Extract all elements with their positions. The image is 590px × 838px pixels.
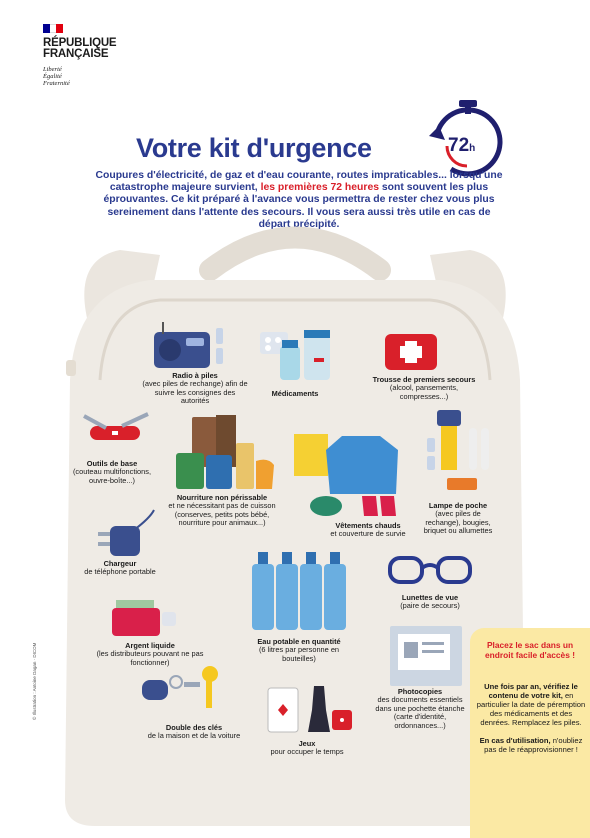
vetements-desc: et couverture de survie xyxy=(330,529,406,539)
keys-icon xyxy=(136,664,226,712)
chargeur-title: Chargeur xyxy=(103,559,137,568)
argent-label xyxy=(96,642,204,667)
trousse-title: Trousse de premiers secours xyxy=(372,375,476,384)
motto-liberte: Liberté xyxy=(43,66,62,73)
radio-label xyxy=(140,372,250,406)
documents-icon xyxy=(388,624,464,688)
flashlight-icon xyxy=(425,408,495,498)
radio-title: Radio à piles xyxy=(172,371,218,380)
republic-line2: FRANÇAISE xyxy=(43,48,109,60)
cles-title: Double des clés xyxy=(165,723,223,732)
photocopies-label xyxy=(370,688,470,730)
info-body xyxy=(476,682,586,754)
illustration-credit: © Illustration : Antoine Dagan · DICOM xyxy=(32,642,37,720)
republic-line1: RÉPUBLIQUE xyxy=(43,37,117,49)
eau-label xyxy=(244,638,354,663)
argent-desc: (les distributeurs pouvant ne pas fonctionner) xyxy=(96,649,204,667)
lunettes-title: Lunettes de vue xyxy=(401,593,459,602)
intro-part2: sont souvent les plus éprouvantes. Ce kit préparé à l'avance vous permettra de rester chez vous plus sereinement dans l'attente des secours. Il vous sera aussi très utile en cas de départ précipité. xyxy=(103,182,495,230)
eau-desc: (6 litres par personne en bouteilles) xyxy=(258,645,340,663)
jeux-desc: pour occuper le temps xyxy=(270,747,344,757)
trousse-desc: (alcool, pansements, compresses...) xyxy=(389,383,459,401)
outils-desc: (couteau multifonctions, ouvre-boîte...) xyxy=(72,467,152,485)
jeux-label xyxy=(252,740,362,757)
cles-label xyxy=(144,724,244,741)
lampe-title: Lampe de poche xyxy=(428,501,488,510)
outils-title: Outils de base xyxy=(86,459,138,468)
intro-part1: Coupures d'électricité, de gaz et d'eau courante, routes impraticables... lorsqu'une catastrophe majeure survient, xyxy=(95,170,503,194)
argent-title: Argent liquide xyxy=(125,641,175,650)
games-icon xyxy=(264,680,358,736)
multitool-icon xyxy=(82,412,154,452)
page-title: Votre kit d'urgence xyxy=(136,133,372,163)
nourriture-desc: et ne nécessitant pas de cuisson (conserves, petits pots bébé, nourriture pour animaux...) xyxy=(168,501,276,528)
jeux-title: Jeux xyxy=(298,739,316,748)
eau-title: Eau potable en quantité xyxy=(257,637,341,646)
vetements-title: Vêtements chauds xyxy=(335,521,401,530)
motto-fraternite: Fraternité xyxy=(43,80,70,87)
charger-icon xyxy=(94,508,158,560)
nourriture-title: Nourriture non périssable xyxy=(176,493,268,502)
photocopies-desc: des documents essentiels dans une pochette étanche (carte d'identité, ordonnances...) xyxy=(375,695,465,730)
glasses-icon xyxy=(386,552,476,588)
lunettes-desc: (paire de secours) xyxy=(400,601,460,611)
info-usage-rest: n'oubliez pas de le réapprovisionner ! xyxy=(484,736,583,754)
clock-unit: h xyxy=(469,143,476,154)
radio-icon xyxy=(152,320,232,372)
medicaments-label xyxy=(250,390,340,398)
medicaments-title: Médicaments xyxy=(271,389,319,398)
cash-icon xyxy=(110,598,180,638)
chargeur-desc: de téléphone portable xyxy=(84,567,156,577)
lunettes-label xyxy=(380,594,480,611)
lampe-label xyxy=(418,502,498,536)
info-check-bold: Une fois par an, vérifiez le contenu de votre kit, xyxy=(484,682,578,700)
chargeur-label xyxy=(70,560,170,577)
medicaments-icon xyxy=(258,328,338,383)
radio-desc: (avec piles de rechange) afin de suivre les consignes des autorités xyxy=(142,379,248,406)
photocopies-title: Photocopies xyxy=(397,687,443,696)
info-usage-bold: En cas d'utilisation, xyxy=(479,736,551,745)
clock-value: 72 xyxy=(448,135,470,156)
info-headline: Placez le sac dans un endroit facile d'accès ! xyxy=(485,640,575,660)
trousse-label xyxy=(368,376,480,401)
intro-highlight: les premières 72 heures xyxy=(260,182,380,194)
first-aid-kit-icon xyxy=(383,328,439,372)
nourriture-label xyxy=(168,494,276,528)
warm-clothes-icon xyxy=(292,420,404,518)
lampe-desc: (avec piles de rechange), bougies, briquet ou allumettes xyxy=(423,509,493,536)
cles-desc: de la maison et de la voiture xyxy=(147,731,241,741)
info-check-rest: en particulier la date de péremption des médicaments et des denrées. Remplacez les piles. xyxy=(476,691,586,727)
food-icon xyxy=(172,413,280,491)
water-bottles-icon xyxy=(246,548,350,632)
vetements-label xyxy=(316,522,420,539)
motto-egalite: Égalité xyxy=(43,73,62,80)
outils-label xyxy=(66,460,158,485)
